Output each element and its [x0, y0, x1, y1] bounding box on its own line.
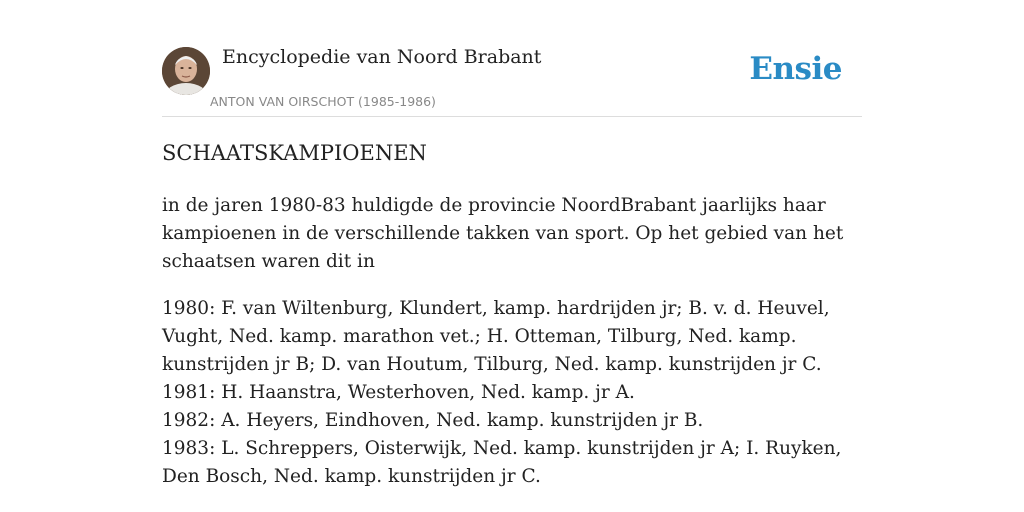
source-title[interactable]: Encyclopedie van Noord Brabant — [222, 46, 542, 68]
page-container — [162, 0, 862, 487]
article-intro: in de jaren 1980-83 huldigde de provincie NoordBrabant jaarlijks haar kampioenen in de verschillende takken van sport. Op het gebied van het schaatsen waren dit in — [162, 195, 844, 272]
author-portrait-icon[interactable] — [162, 47, 210, 95]
article-entries — [162, 295, 862, 491]
ensie-logo[interactable]: Ensie — [749, 51, 842, 87]
entry-1980: 1980: F. van Wiltenburg, Klundert, kamp. hardrijden jr; B. v. d. Heuvel, Vught, Ned. kamp. marathon vet.; H. Otteman, Tilburg, Ned. kamp. kunstrijden jr B; D. van Houtum, Tilburg, Ned. kamp. kunstrijden jr C. — [162, 298, 830, 375]
author-name[interactable]: ANTON VAN OIRSCHOT (1985-1986) — [210, 94, 436, 109]
entry-1982: 1982: A. Heyers, Eindhoven, Ned. kamp. kunstrijden jr B. — [162, 410, 704, 431]
entry-1981: 1981: H. Haanstra, Westerhoven, Ned. kamp. jr A. — [162, 382, 635, 403]
header — [162, 0, 862, 117]
entry-1983: 1983: L. Schreppers, Oisterwijk, Ned. kamp. kunstrijden jr A; I. Ruyken, Den Bosch, Ned. kamp. kunstrijden jr C. — [162, 438, 842, 487]
article-title: SCHAATSKAMPIOENEN — [162, 141, 427, 165]
